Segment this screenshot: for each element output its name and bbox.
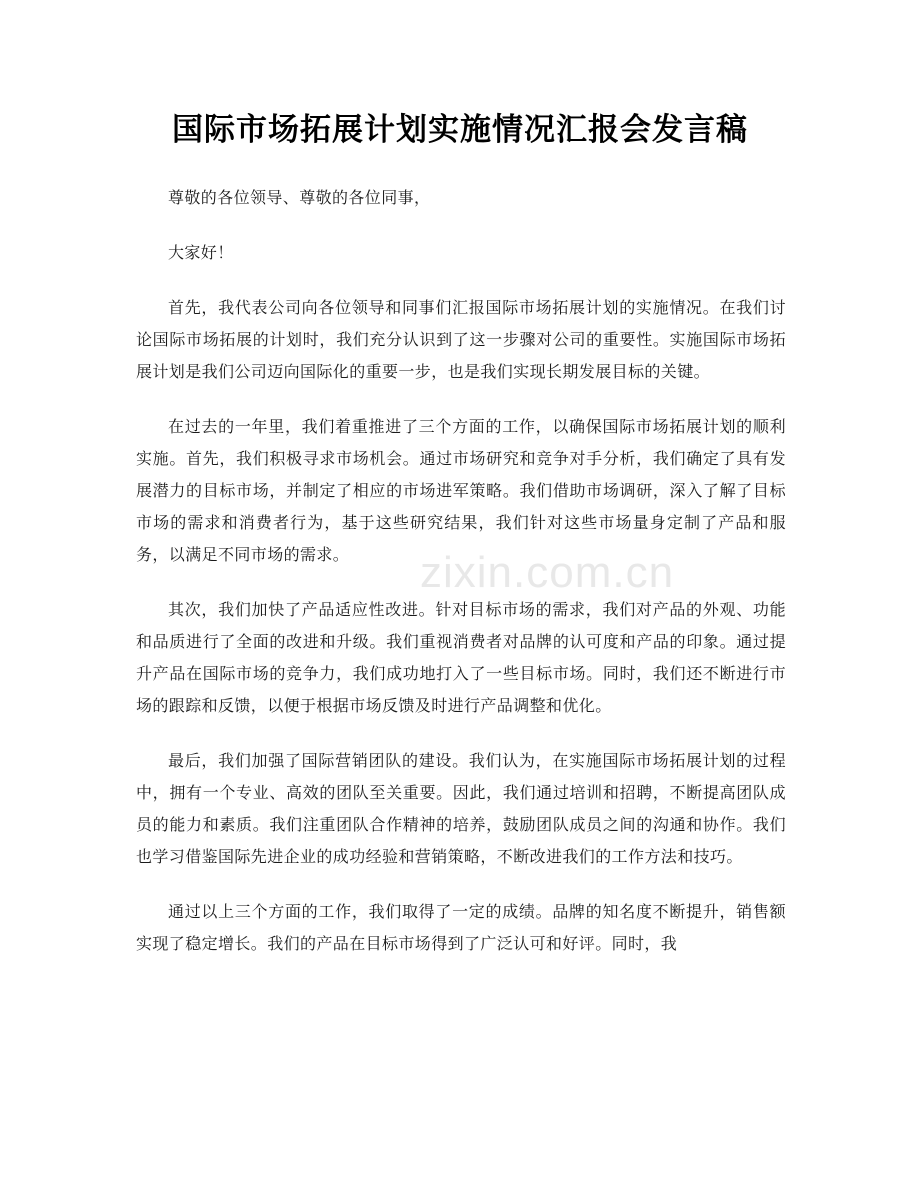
body-paragraph: 首先，我代表公司向各位领导和同事们汇报国际市场拓展计划的实施情况。在我们讨论国际市场拓展的计划时，我们充分认识到了这一步骤对公司的重要性。实施国际市场拓展计划是我们公司迈向国际化的重要一步，也是我们实现长期发展目标的关键。 [136,298,786,381]
body-paragraph: 在过去的一年里，我们着重推进了三个方面的工作，以确保国际市场拓展计划的顺利实施。首先，我们积极寻求市场机会。通过市场研究和竞争对手分析，我们确定了具有发展潜力的目标市场，并制定了相应的市场进军策略。我们借助市场调研，深入了解了目标市场的需求和消费者行为，基于这些研究结果，我们针对这些市场量身定制了产品和服务，以满足不同市场的需求。 [136,417,786,564]
document-body [136,182,786,983]
body-paragraph: 最后，我们加强了国际营销团队的建设。我们认为，在实施国际市场拓展计划的过程中，拥有一个专业、高效的团队至关重要。因此，我们通过培训和招聘，不断提高团队成员的能力和素质。我们注重团队合作精神的培养，鼓励团队成员之间的沟通和协作。我们也学习借鉴国际先进企业的成功经验和营销策略，不断改进我们的工作方法和技巧。 [136,751,786,866]
body-paragraph: 其次，我们加快了产品适应性改进。针对目标市场的需求，我们对产品的外观、功能和品质进行了全面的改进和升级。我们重视消费者对品牌的认可度和产品的印象。通过提升产品在国际市场的竞争力，我们成功地打入了一些目标市场。同时，我们还不断进行市场的跟踪和反馈，以便于根据市场反馈及时进行产品调整和优化。 [136,600,786,715]
body-paragraph: 通过以上三个方面的工作，我们取得了一定的成绩。品牌的知名度不断提升，销售额实现了稳定增长。我们的产品在目标市场得到了广泛认可和好评。同时，我 [136,902,786,953]
document-title: 国际市场拓展计划实施情况汇报会发言稿 [172,112,748,148]
greeting-paragraph: 大家好！ [168,243,234,262]
salutation-paragraph: 尊敬的各位领导、尊敬的各位同事， [168,188,431,207]
watermark: zixin.com.cn [420,548,675,597]
